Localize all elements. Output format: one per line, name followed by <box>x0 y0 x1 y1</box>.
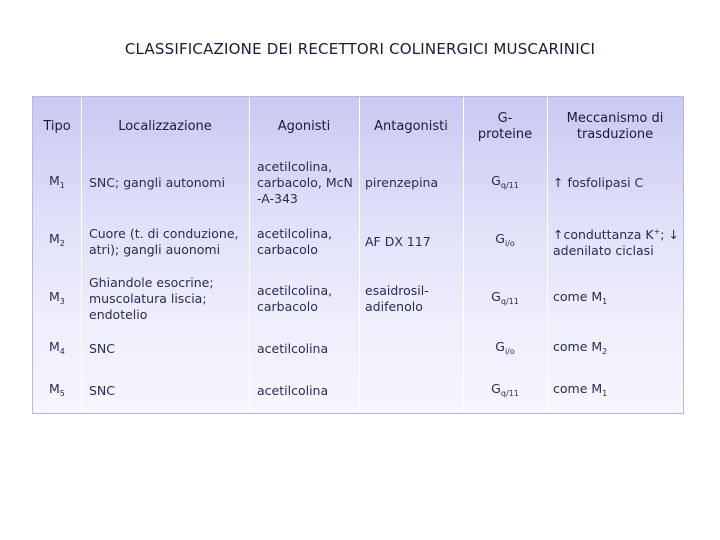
cell-antagonisti <box>365 269 461 329</box>
meccanismo-text <box>553 339 607 360</box>
meccanismo-text <box>553 224 679 259</box>
cell-g-proteine <box>463 214 547 269</box>
cell-agonisti <box>257 269 357 329</box>
g-letter: G <box>491 380 501 396</box>
receptor-subscript: 1 <box>59 180 65 190</box>
localizzazione-text: SNC <box>89 341 116 356</box>
g-subscript: i/o <box>504 346 515 356</box>
cell-meccanismo <box>553 152 683 214</box>
header-localizzazione: Localizzazione <box>118 119 212 134</box>
antagonisti-text: AF DX 117 <box>365 233 431 249</box>
header-agonisti: Agonisti <box>277 119 331 134</box>
g-subscript: i/o <box>504 239 515 248</box>
g-protein <box>495 339 515 360</box>
receptor-letter: M <box>49 338 60 354</box>
localizzazione-text: SNC <box>89 383 116 398</box>
cell-localizzazione <box>89 269 247 329</box>
cell-g-proteine <box>463 269 547 329</box>
g-protein <box>491 381 519 402</box>
cell-tipo <box>49 214 79 269</box>
cell-antagonisti <box>365 329 461 369</box>
g-subscript: q/11 <box>500 388 519 398</box>
cell-g-proteine <box>463 152 547 214</box>
receptor-letter: M <box>49 288 60 304</box>
g-letter: G <box>491 288 501 304</box>
meccanismo-main: come M <box>553 338 603 354</box>
agonisti-text: acetilcolina, carbacolo <box>257 225 333 257</box>
agonisti-text: acetilcolina, carbacolo <box>257 283 333 314</box>
meccanismo-main: ↑ fosfolipasi C <box>553 175 644 190</box>
header-meccanismo: Meccanismo di trasduzione <box>566 111 664 142</box>
cell-agonisti <box>257 214 357 269</box>
meccanismo-superscript: + <box>653 227 661 236</box>
header-antagonisti: Antagonisti <box>374 119 448 134</box>
receptor-type <box>49 231 65 252</box>
g-subscript: q/11 <box>500 296 519 306</box>
antagonisti-text: pirenzepina <box>365 175 439 190</box>
g-letter: G <box>491 172 501 188</box>
localizzazione-text: Ghiandole esocrine; muscolatura liscia; endotelio <box>89 275 214 322</box>
meccanismo-text <box>553 175 643 191</box>
receptor-subscript: 4 <box>59 346 65 356</box>
g-letter: G <box>495 231 505 246</box>
cell-agonisti <box>257 152 357 214</box>
agonisti-text: acetilcolina <box>257 341 329 356</box>
cell-tipo <box>49 269 79 329</box>
meccanismo-subscript: 1 <box>602 296 608 306</box>
g-protein <box>491 173 519 194</box>
cell-localizzazione <box>89 369 247 413</box>
cell-g-proteine <box>463 329 547 369</box>
cell-meccanismo <box>553 269 683 329</box>
cell-localizzazione <box>89 214 247 269</box>
meccanismo-subscript: 1 <box>602 388 608 398</box>
agonisti-text: acetilcolina <box>257 383 329 398</box>
agonisti-text: acetilcolina, carbacolo, McN -A-343 <box>257 159 353 206</box>
cell-g-proteine <box>463 369 547 413</box>
g-subscript: q/11 <box>500 180 519 190</box>
meccanismo-text <box>553 381 607 402</box>
meccanismo-subscript: 2 <box>602 346 608 356</box>
receptor-type <box>49 173 65 194</box>
g-letter: G <box>495 338 505 354</box>
receptor-letter: M <box>49 231 60 246</box>
cell-localizzazione <box>89 152 247 214</box>
cell-agonisti <box>257 369 357 413</box>
receptor-type <box>49 289 65 310</box>
cell-tipo <box>49 329 79 369</box>
page-title: CLASSIFICAZIONE DEI RECETTORI COLINERGICI MUSCARINICI <box>124 40 596 58</box>
localizzazione-text: SNC; gangli autonomi <box>89 175 225 190</box>
receptor-letter: M <box>49 380 60 396</box>
cell-antagonisti <box>365 369 461 413</box>
g-protein <box>495 231 515 252</box>
meccanismo-tail: ; ↓ adenilato ciclasi <box>553 227 679 258</box>
header-tipo: Tipo <box>43 119 71 134</box>
meccanismo-main: ↑conduttanza K <box>553 227 654 242</box>
g-protein <box>491 289 519 310</box>
header-g-proteine: G- proteine <box>477 111 533 142</box>
antagonisti-text: esaidrosil- adifenolo <box>365 283 429 314</box>
receptor-letter: M <box>49 172 60 188</box>
cell-agonisti <box>257 329 357 369</box>
cell-antagonisti <box>365 152 461 214</box>
meccanismo-main: come M <box>553 288 603 304</box>
meccanismo-main: come M <box>553 380 603 396</box>
meccanismo-text <box>553 289 607 310</box>
cell-meccanismo <box>553 329 683 369</box>
receptor-type <box>49 339 65 360</box>
cell-meccanismo <box>553 214 683 269</box>
cell-tipo <box>49 152 79 214</box>
cell-tipo <box>49 369 79 413</box>
localizzazione-text: Cuore (t. di conduzione, atri); gangli auonomi <box>89 225 239 257</box>
cell-meccanismo <box>553 369 683 413</box>
cell-antagonisti <box>365 214 461 269</box>
cell-localizzazione <box>89 329 247 369</box>
receptor-type <box>49 381 65 402</box>
receptor-subscript: 5 <box>59 388 65 398</box>
receptor-table <box>32 96 684 414</box>
receptor-subscript: 3 <box>59 296 65 306</box>
receptor-subscript: 2 <box>59 239 65 248</box>
